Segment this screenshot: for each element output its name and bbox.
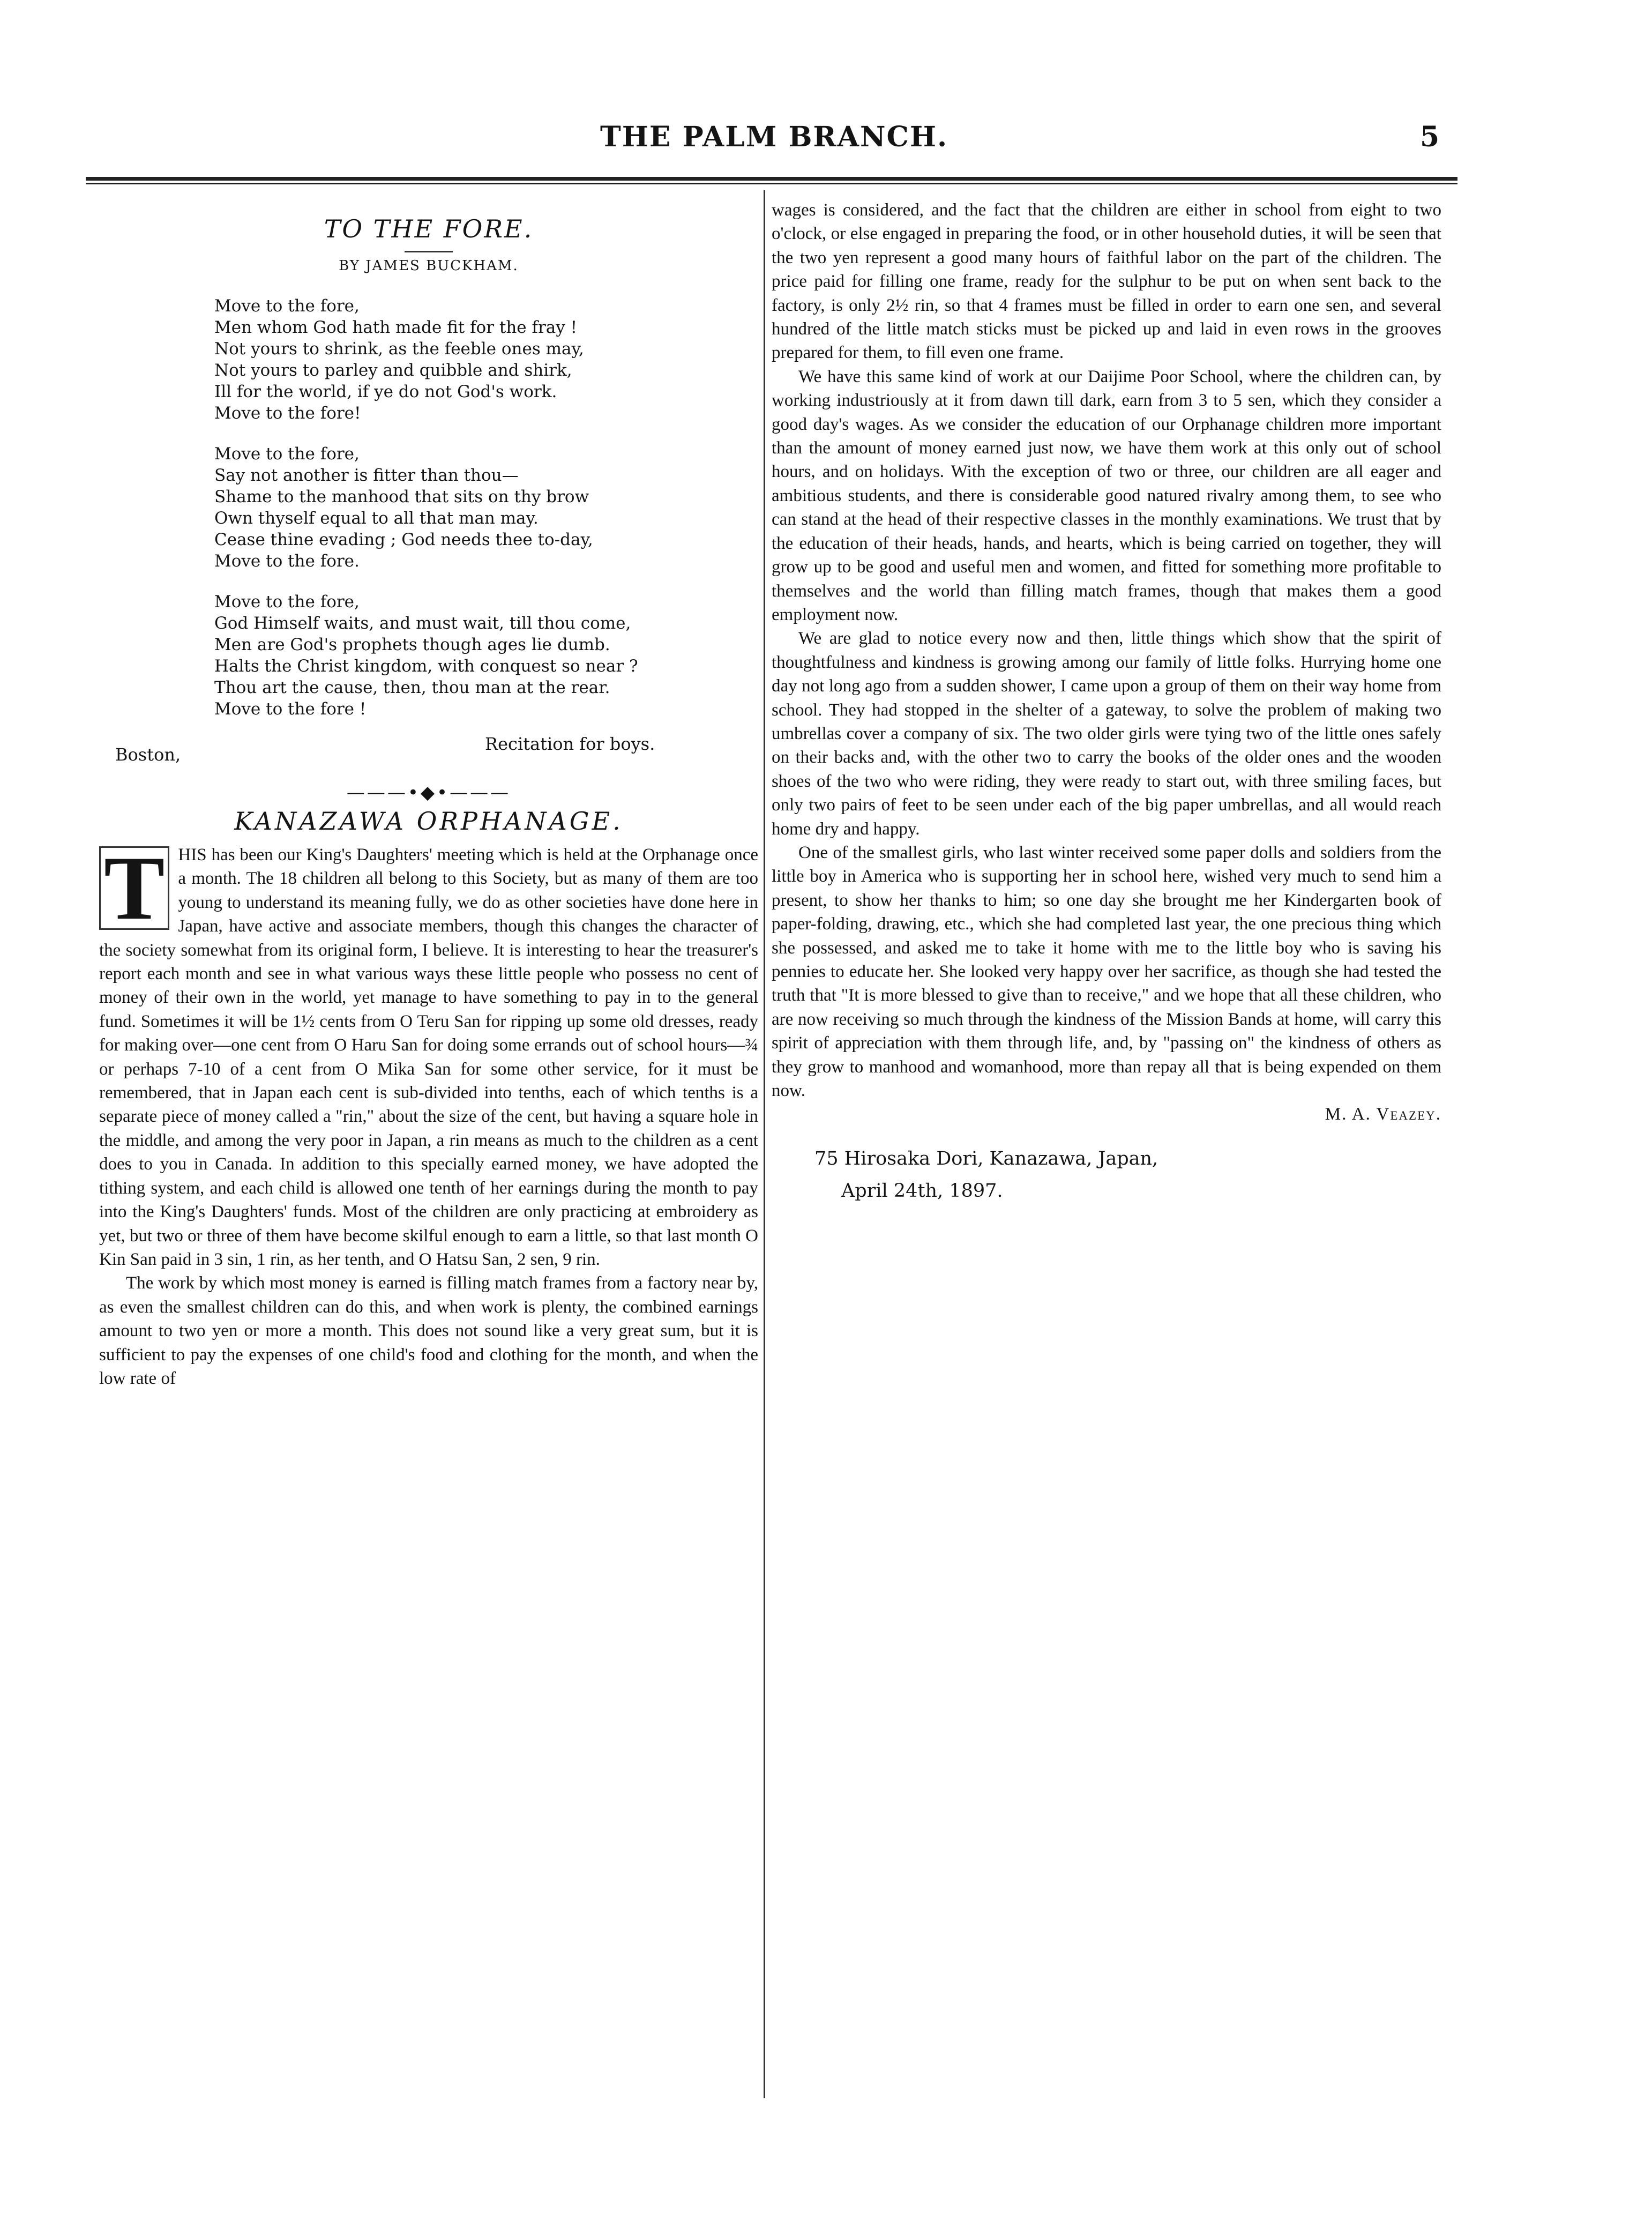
verse-line: Not yours to parley and quibble and shirk, — [214, 361, 572, 380]
verse-line: Shame to the manhood that sits on thy brow — [214, 487, 589, 506]
verse-line: Move to the fore, — [214, 592, 360, 612]
poem-note: Recitation for boys. — [485, 734, 655, 754]
poem-place: Boston, — [115, 744, 181, 765]
article-paragraph: The work by which most money is earned is filling match frames from a factory near by, as even the smallest children can do this, and when work is plenty, the combined earnings amount to two yen or more a month. This does not sound like a very great sum, but it is sufficient to pay the expenses of one child's food and clothing for the month, and when the low rate of — [99, 1273, 758, 1388]
poem-stanza-3 — [214, 591, 758, 720]
article-paragraph — [99, 838, 758, 1271]
page-header — [96, 121, 1597, 163]
verse-line: Own thyself equal to all that man may. — [214, 509, 539, 528]
verse-line: Ill for the world, if ye do not God's work. — [214, 382, 557, 401]
paragraph-text: One of the smallest girls, who last winter received some paper dolls and soldiers from the little boy in America who is supporting her in school here, wished very much to send him a present, to show her thanks to him; so one day she brought me her Kindergarten book of paper-folding, drawing, etc., which she had completed last year, the one precious thing which she possessed, and asked me to take it home with me to the little boy who is saving his pennies to educate her. She looked very happy over her sacrifice, as though she had tested the truth that "It is more blessed to give than to receive," and we hope that all these children, who are now receiving so much through the kindness of the Mission Bands at home, will carry this spirit of appreciation with them through life, and, by "passing on" the kindness of others as they grow to manhood and womanhood, more than repay all that is being expended on them now. — [772, 843, 1441, 1101]
verse-line: Move to the fore, — [214, 296, 360, 316]
author-address — [772, 1143, 1441, 1207]
right-column — [772, 198, 1441, 1207]
verse-line: Not yours to shrink, as the feeble ones may, — [214, 339, 584, 359]
verse-line: God Himself waits, and must wait, till thou come, — [214, 614, 631, 633]
drop-cap: T — [99, 846, 169, 930]
poem-stanza-2 — [214, 443, 758, 572]
poem-stanza-1 — [214, 295, 758, 424]
verse-line: Move to the fore, — [214, 444, 360, 464]
verse-line: Say not another is fitter than thou— — [214, 466, 519, 485]
paragraph-text: HIS has been our King's Daughters' meeting which is held at the Orphanage once a month. The 18 children all belong to this Society, but as many of them are too young to understand its meaning fully, we do as other societies have done here in Japan, have active and associate members, though this changes the character of the society somewhat from its original form, I believe. It is interesting to hear the treasurer's report each month and see in what various ways these little people who possess no cent of money of their own in the world, yet manage to have something to pay in to the general fund. Sometimes it will be 1½ cents from O Teru San for ripping up some old dresses, ready for making over—one cent from O Haru San for doing some errands out of school hours—¾ or perhaps 7-10 of a cent from O Mika San for some other service, for it must be remembered, that in Japan each cent is sub-divided into tenths, each of which tenths is a separate piece of money called a "rin," about the size of the cent, but having a square hole in the middle, and among the very poor in Japan, a rin means as much to the children as a cent does to you in Canada. In addition to this specially earned money, we have adopted the tithing system, and each child is allowed one tenth of her earnings during the month to pay into the King's Daughters' funds. Most of the children are only practicing at embroidery as yet, but two or three of them have become skilful enough to earn a little, so that last month O Kin San paid in 3 sin, 1 rin, as her tenth, and O Hatsu San, 2 sen, 9 rin. — [99, 845, 758, 1269]
article-paragraph: wages is considered, and the fact that the children are either in school from eight to two o'clock, or else engaged in preparing the food, or in other household duties, it will be seen that the two yen represent a good many hours of faithful labor on the part of the children. The price paid for filling one frame, ready for the sulphur to be put on when sent back to the factory, is only 2½ rin, so that 4 frames must be filled in order to earn one sen, and several hundred of the little match sticks must be picked up and laid in even rows in the grooves prepared for them, to fill even one frame. — [772, 200, 1441, 363]
verse-line: Men are God's prophets though ages lie dumb. — [214, 635, 610, 654]
verse-line: Cease thine evading ; God needs thee to-day, — [214, 530, 593, 549]
address-line: 75 Hirosaka Dori, Kanazawa, Japan, — [814, 1147, 1158, 1169]
article-paragraph — [772, 841, 1441, 1127]
article-paragraph: We have this same kind of work at our Daijime Poor School, where the children can, by working industriously at it from dawn till dark, earn from 3 to 5 sen, which they consider a good day's wages. As we consider the education of our Orphanage children more important than the amount of money earned just now, we have them work at this only out of school hours, and on holidays. With the exception of two or three, our children are all eager and ambitious students, and there is considerable good natured rivalry among them, to see who can stand at the head of their respective classes in the monthly examinations. We trust that by the education of their heads, hands, and hearts, which is being carried on together, they will grow up to be good and useful men and women, and fitted for something more profitable to themselves and the world than filling match frames, though that makes them a good employment now. — [772, 367, 1441, 624]
article-title: KANAZAWA ORPHANAGE. — [234, 807, 623, 836]
page-number: 5 — [1420, 121, 1440, 153]
verse-line: Men whom God hath made fit for the fray ! — [214, 318, 578, 337]
verse-line: Halts the Christ kingdom, with conquest so near ? — [214, 657, 638, 676]
verse-line: Move to the fore! — [214, 404, 361, 423]
letter-date: April 24th, 1897. — [841, 1180, 1003, 1202]
verse-line: Move to the fore ! — [214, 699, 367, 719]
section-ornament: ———•◆•——— — [346, 782, 511, 803]
title-rule — [405, 251, 453, 252]
verse-line: Thou art the cause, then, thou man at the rear. — [214, 678, 610, 697]
poem-footer — [99, 734, 758, 771]
publication-title: THE PALM BRANCH. — [600, 121, 948, 153]
article-body-right — [772, 198, 1441, 1127]
left-column — [99, 198, 758, 1390]
verse-line: Move to the fore. — [214, 551, 360, 571]
author-signature: M. A. Veazey. — [1325, 1105, 1441, 1124]
header-rule — [86, 177, 1457, 184]
poem-title: TO THE FORE. — [324, 214, 534, 243]
poem-byline: BY JAMES BUCKHAM. — [339, 258, 519, 274]
column-divider — [764, 190, 765, 2098]
signature-line — [772, 1102, 1441, 1126]
article-paragraph: We are glad to notice every now and then, little things which show that the spirit of thoughtfulness and kindness is growing among our family of little folks. Hurrying home one day not long ago from a sudden shower, I came upon a group of them on their way home from school. They had stopped in the shelter of a gateway, to solve the problem of making two umbrellas cover a company of six. The two older girls were tying two of the little ones safely on their backs and, with the other two to carry the books of the older ones and the wooden shoes of the two who were riding, they were ready to start out, with three smiling faces, but only two pairs of feet to be seen under each of the big paper umbrellas, and all would reach home dry and happy. — [772, 629, 1441, 839]
article-body-left — [99, 838, 758, 1390]
